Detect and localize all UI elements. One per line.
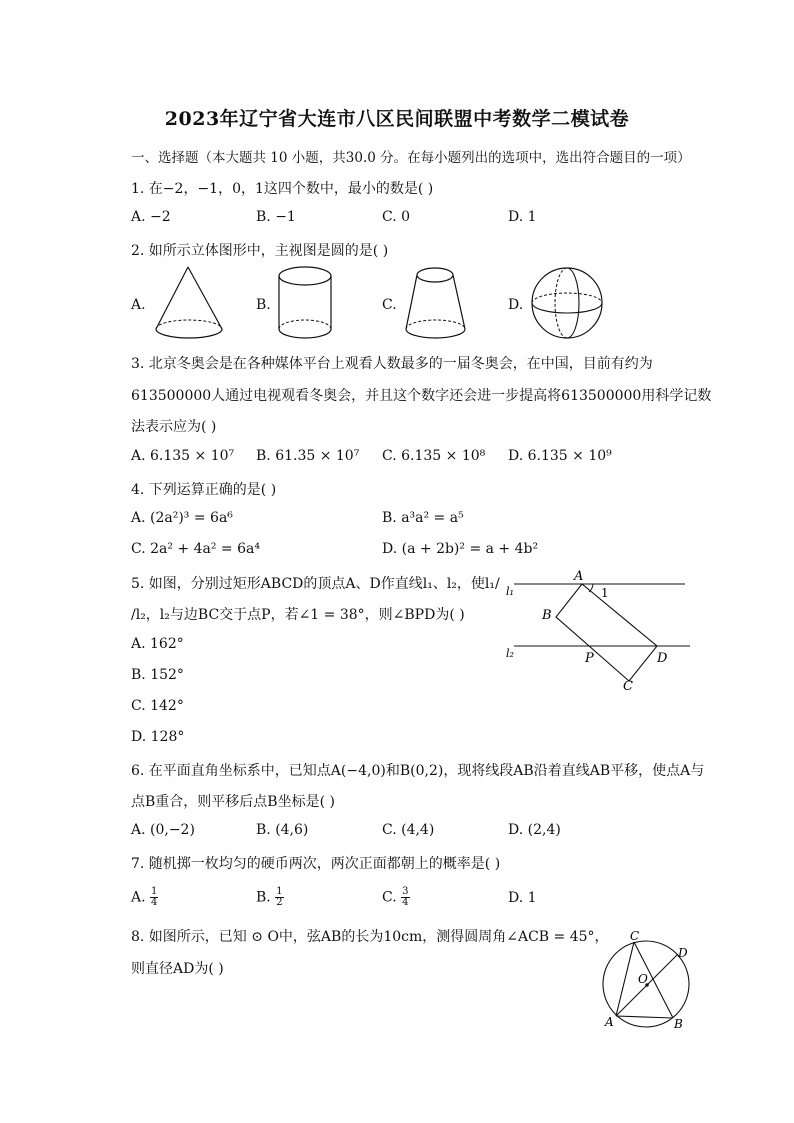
q1-option-d: D. 1 (508, 209, 537, 225)
q3-option-a: A. 6.135 × 10⁷ (131, 448, 235, 464)
frac-num: 1 (276, 886, 283, 897)
section-heading: 一、选择题（本大题共 10 小题，共30.0 分。在每小题列出的选项中，选出符合题目的一项） (131, 150, 691, 166)
q5-option-d: D. 128° (131, 729, 185, 745)
q1-option-c: C. 0 (382, 209, 411, 225)
sphere-figure (530, 266, 606, 342)
question-1: 1. 在−2，−1，0，1这四个数中，最小的数是( ) (131, 181, 434, 197)
question-3-line-3: 法表示应为( ) (131, 419, 217, 435)
fraction-one-quarter (150, 887, 158, 908)
q1-option-a: A. −2 (131, 209, 171, 225)
cone-figure (150, 265, 230, 343)
q7-option-a-label: A. (131, 889, 146, 906)
q2-option-d: D. (508, 297, 524, 313)
q7-option-c (382, 887, 410, 908)
q7-option-d: D. 1 (508, 890, 537, 906)
label-o: O (638, 972, 648, 986)
q4-option-a: A. (2a²)³ = 6a⁶ (131, 510, 233, 526)
label-c: C (630, 929, 640, 943)
frac-num: 1 (151, 886, 158, 897)
page-title: 2023年辽宁省大连市八区民间联盟中考数学二模试卷 (164, 108, 630, 130)
question-6-line-2: 点B重合，则平移后点B坐标是( ) (131, 794, 335, 810)
q3-option-d: D. 6.135 × 10⁹ (508, 448, 612, 464)
q7-option-b (256, 887, 284, 908)
q6-option-c: C. (4,4) (382, 822, 435, 838)
q2-option-c: C. (382, 297, 397, 313)
frac-den: 4 (151, 897, 158, 908)
label-b: B (542, 608, 552, 623)
q3-option-c: C. 6.135 × 10⁸ (382, 448, 486, 464)
label-l2: l₂ (506, 647, 514, 660)
question-6-line-1: 6. 在平面直角坐标系中，已知点A(−4,0)和B(0,2)，现将线段AB沿着直线AB平移，使点A与 (131, 763, 705, 779)
label-d: D (678, 946, 688, 960)
fraction-three-quarters (401, 887, 409, 908)
q6-option-d: D. (2,4) (508, 822, 561, 838)
q1-option-b: B. −1 (256, 209, 296, 225)
question-8-line-2: 则直径AD为( ) (131, 961, 224, 977)
label-b: B (674, 1017, 683, 1031)
label-d: D (657, 651, 668, 666)
frac-num: 3 (402, 886, 409, 897)
question-4: 4. 下列运算正确的是( ) (131, 482, 277, 498)
circle-chord-figure (598, 926, 698, 1034)
frac-den: 2 (276, 897, 283, 908)
label-angle-1: 1 (601, 586, 609, 600)
label-a: A (605, 1015, 614, 1029)
q4-option-c: C. 2a² + 4a² = 6a⁴ (131, 541, 260, 557)
question-5-line-1: 5. 如图，分别过矩形ABCD的顶点A、D作直线l₁、l₂，使l₁/ (131, 576, 500, 592)
q4-option-d: D. (a + 2b)² = a + 4b² (382, 541, 539, 557)
question-7: 7. 随机掷一枚均匀的硬币两次，两次正面都朝上的概率是( ) (131, 856, 501, 872)
label-p: P (585, 651, 594, 666)
q3-option-b: B. 61.35 × 10⁷ (256, 448, 360, 464)
question-8-line-1: 8. 如图所示，已知 ⊙ O中，弦AB的长为10cm，测得圆周角∠ACB = 45°， (131, 929, 609, 945)
q6-option-b: B. (4,6) (256, 822, 309, 838)
frac-den: 4 (402, 897, 409, 908)
q2-option-b: B. (256, 297, 271, 313)
q4-option-b: B. a³a² = a⁵ (382, 510, 464, 526)
q7-option-a (131, 887, 158, 908)
label-a: A (574, 569, 584, 584)
question-3-line-2: 613500000人通过电视观看冬奥会，并且这个数字还会进一步提高将613500000用科学记数 (131, 388, 712, 404)
q7-option-c-label: C. (382, 889, 397, 906)
question-3-line-1: 3. 北京冬奥会是在各种媒体平台上观看人数最多的一届冬奥会，在中国，目前有约为 (131, 356, 653, 372)
question-2: 2. 如所示立体图形中，主视图是圆的是( ) (131, 243, 389, 259)
label-l1: l₁ (506, 585, 514, 598)
cylinder-figure (276, 265, 336, 343)
q7-option-b-label: B. (256, 889, 271, 906)
question-5-line-2: /l₂，l₂与边BC交于点P，若∠1 = 38°，则∠BPD为( ) (131, 607, 465, 623)
q5-option-b: B. 152° (131, 667, 184, 683)
rectangle-parallel-lines-figure (500, 568, 700, 696)
q6-option-a: A. (0,−2) (131, 822, 195, 838)
fraction-one-half (275, 887, 283, 908)
q2-option-a: A. (131, 297, 146, 313)
frustum-figure (403, 265, 469, 343)
q5-option-c: C. 142° (131, 698, 184, 714)
q5-option-a: A. 162° (131, 636, 184, 652)
label-c: C (623, 679, 633, 694)
